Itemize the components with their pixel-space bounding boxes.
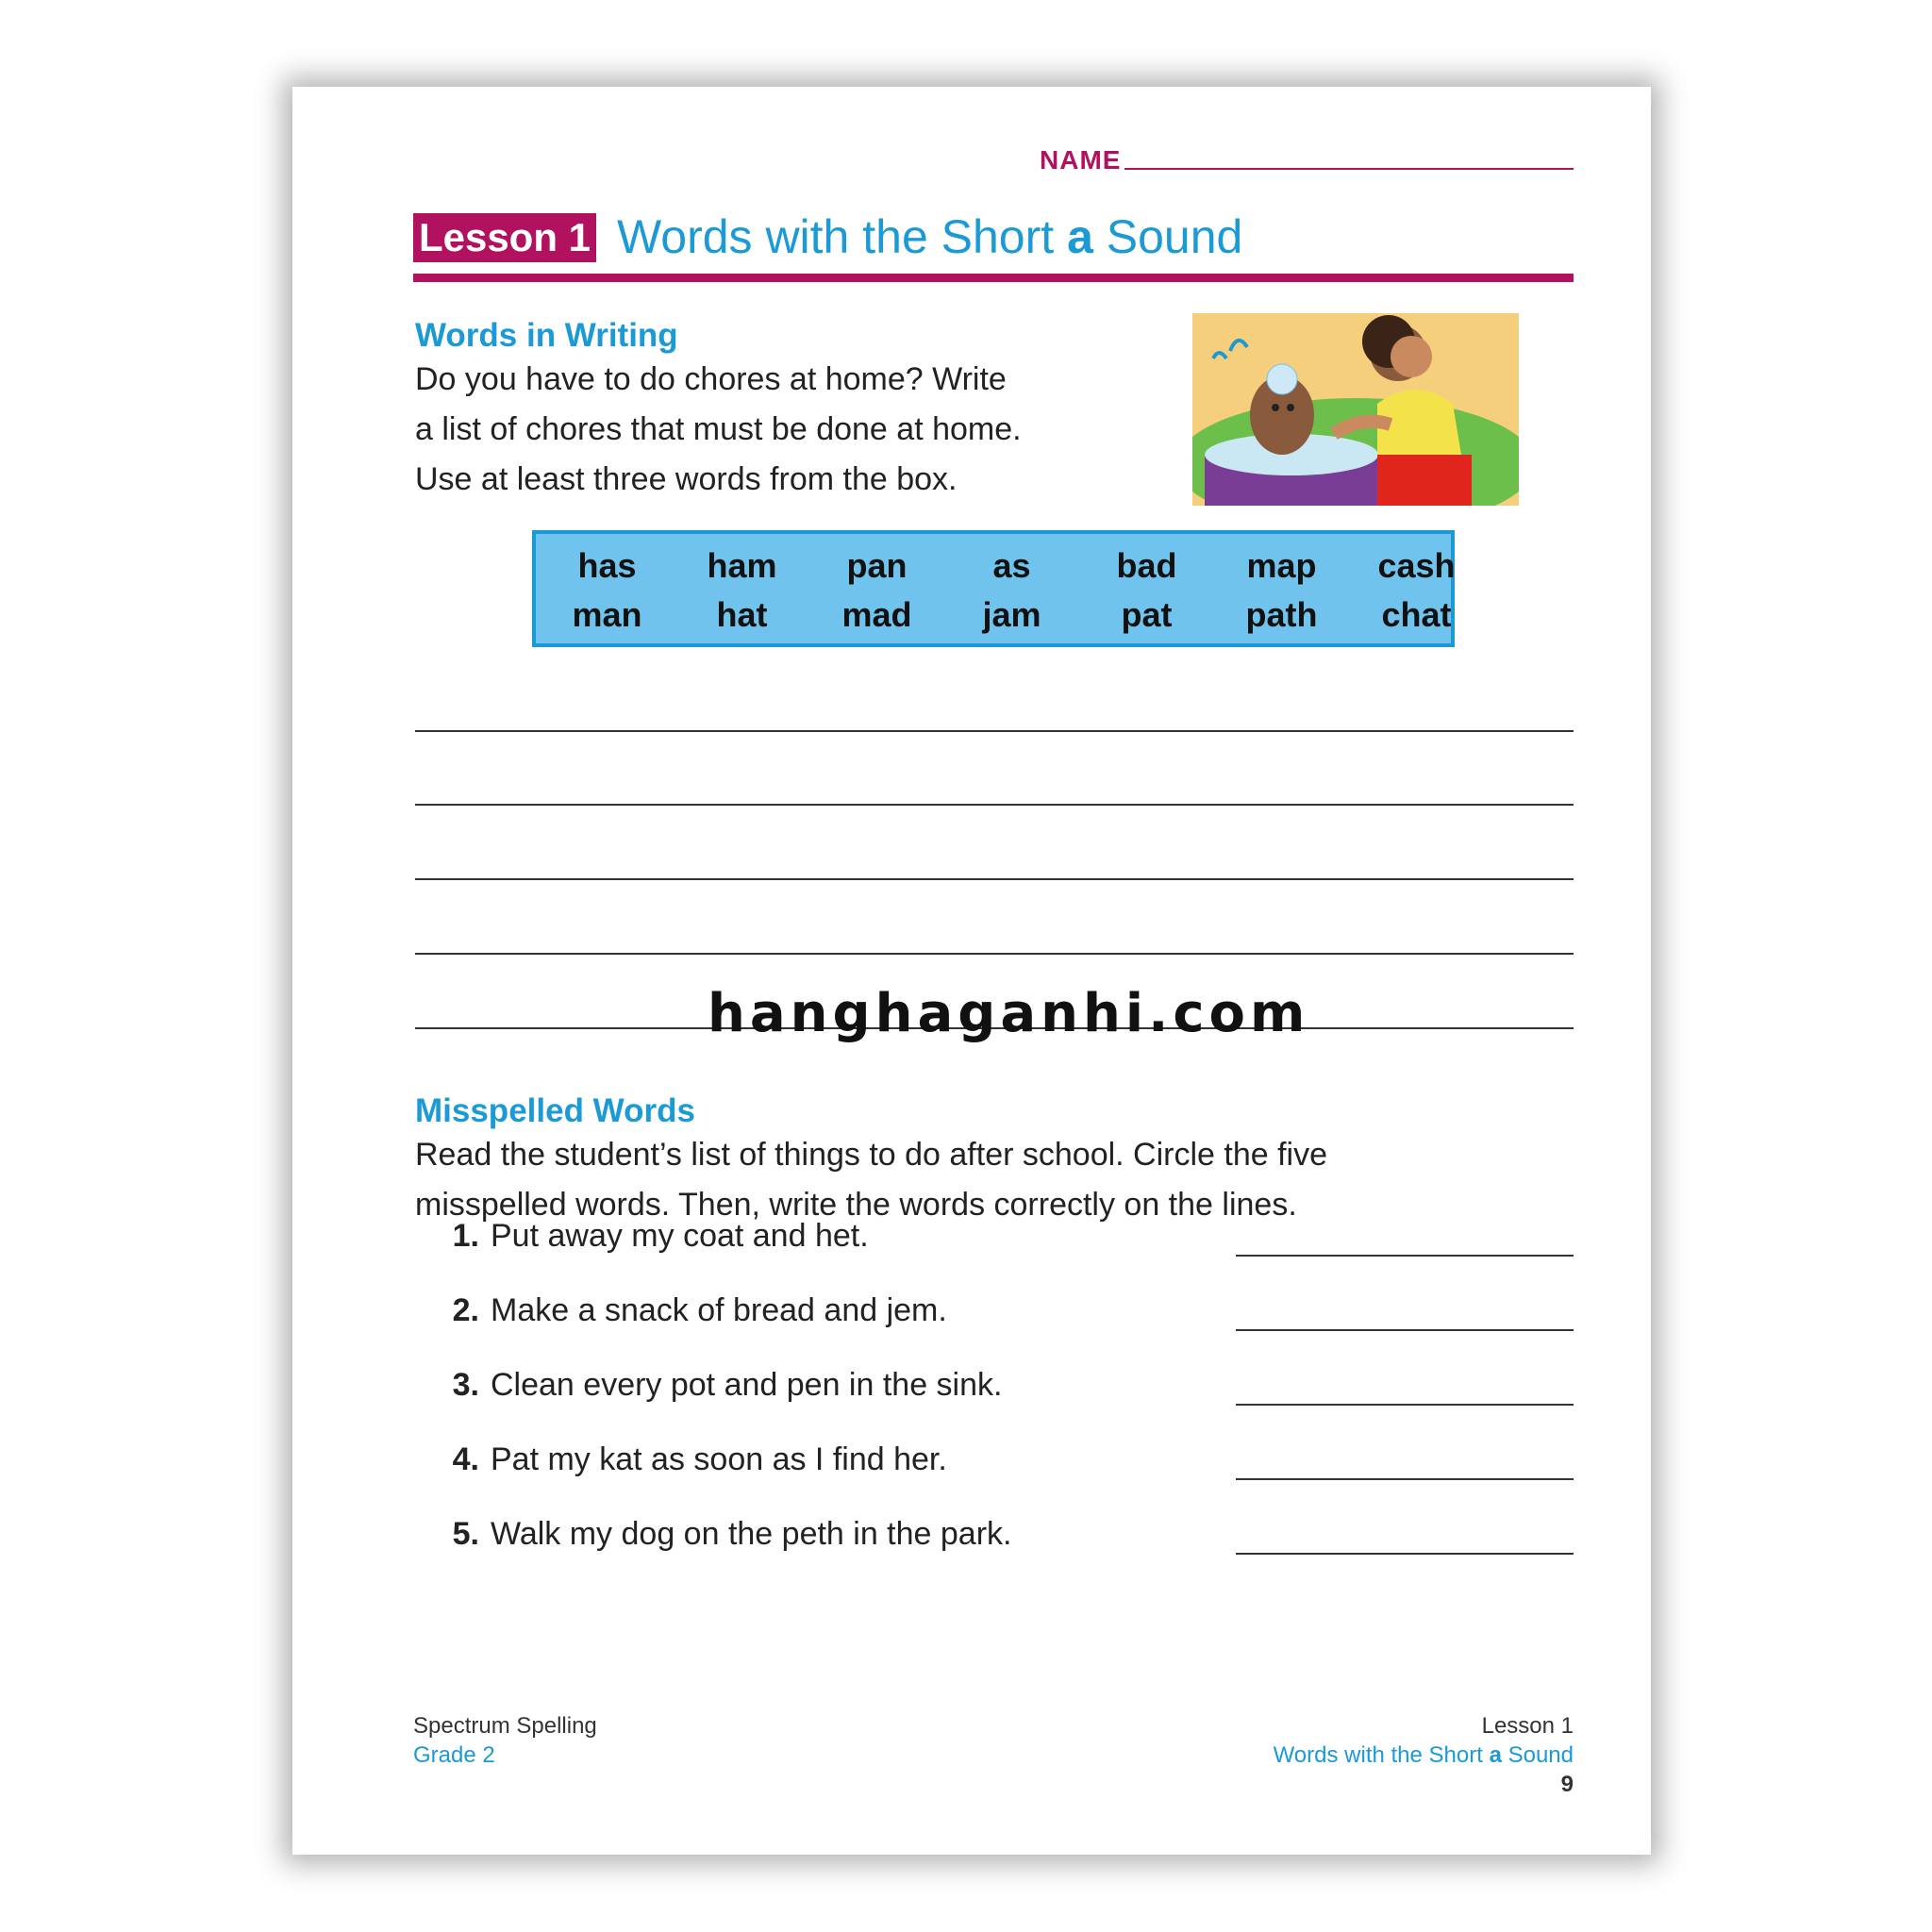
word-box: [532, 530, 1455, 647]
answer-line[interactable]: [1236, 1255, 1574, 1257]
sentence-item: [441, 1439, 947, 1480]
footer-title-letter: a: [1489, 1742, 1502, 1768]
word-box-word: pan: [846, 546, 908, 585]
item-number: 2.: [452, 1292, 479, 1328]
name-line: [1124, 168, 1574, 170]
writing-line[interactable]: [415, 804, 1574, 806]
word-box-word: path: [1245, 595, 1318, 634]
footer-right: [1274, 1711, 1574, 1799]
footer-lesson-title: [1274, 1740, 1574, 1770]
item-text: Pat my kat as soon as I find her.: [491, 1441, 947, 1477]
item-text: Put away my coat and het.: [491, 1218, 869, 1254]
word-box-word: man: [572, 595, 642, 634]
word-box-word: hat: [716, 595, 768, 634]
answer-line[interactable]: [1236, 1329, 1574, 1331]
lesson-title: [617, 209, 1242, 264]
footer-grade: Grade 2: [413, 1742, 495, 1768]
word-box-word: has: [577, 546, 637, 585]
sentence-item: [441, 1364, 1002, 1406]
word-box-word: jam: [982, 595, 1041, 634]
sentence-item: [441, 1513, 1011, 1555]
instruction-line: misspelled words. Then, write the words correctly on the lines.: [415, 1187, 1297, 1223]
item-number: 4.: [452, 1441, 479, 1477]
girl-washing-dog-illustration: [1192, 313, 1519, 506]
sentence-item: [441, 1215, 869, 1257]
lesson-title-post: Sound: [1092, 210, 1243, 263]
writing-line[interactable]: [415, 953, 1574, 955]
words-in-writing-heading: Words in Writing: [415, 317, 678, 354]
footer-lesson: Lesson 1: [1481, 1713, 1574, 1739]
word-box-word: cash: [1377, 546, 1456, 585]
item-text: Walk my dog on the peth in the park.: [491, 1516, 1012, 1552]
item-number: 1.: [452, 1218, 479, 1254]
word-box-word: chat: [1381, 595, 1452, 634]
answer-line[interactable]: [1236, 1404, 1574, 1406]
word-box-word: map: [1246, 546, 1317, 585]
word-box-word: ham: [707, 546, 777, 585]
item-number: 3.: [452, 1367, 479, 1403]
title-rule: [413, 274, 1574, 282]
page-number: 9: [1560, 1772, 1574, 1797]
writing-line[interactable]: [415, 878, 1574, 880]
footer-left: [413, 1711, 597, 1770]
words-in-writing-instructions: [415, 355, 1022, 505]
item-number: 5.: [452, 1516, 479, 1552]
item-text: Make a snack of bread and jem.: [491, 1292, 947, 1328]
word-box-word: as: [992, 546, 1031, 585]
lesson-title-letter: a: [1067, 210, 1093, 263]
item-text: Clean every pot and pen in the sink.: [491, 1367, 1003, 1403]
footer-title-pre: Words with the Short: [1273, 1742, 1490, 1768]
instruction-line: Read the student’s list of things to do after school. Circle the five: [415, 1137, 1328, 1173]
word-box-word: pat: [1121, 595, 1173, 634]
answer-line[interactable]: [1236, 1478, 1574, 1480]
instruction-line: Use at least three words from the box.: [415, 461, 958, 497]
word-box-word: mad: [841, 595, 912, 634]
word-box-grid: [536, 541, 1455, 640]
footer-title-post: Sound: [1501, 1742, 1574, 1768]
writing-line[interactable]: [415, 730, 1574, 732]
misspelled-words-heading: Misspelled Words: [415, 1092, 695, 1129]
footer-series: Spectrum Spelling: [413, 1713, 597, 1739]
lesson-title-pre: Words with the Short: [617, 210, 1068, 263]
watermark-text: hanghaganhi.com: [708, 983, 1310, 1044]
answer-line[interactable]: [1236, 1553, 1574, 1555]
name-label: NAME: [1040, 145, 1122, 175]
word-box-word: bad: [1116, 546, 1177, 585]
sentence-item: [441, 1290, 947, 1331]
instruction-line: a list of chores that must be done at home.: [415, 411, 1022, 447]
lesson-badge: Lesson 1: [413, 213, 596, 262]
instruction-line: Do you have to do chores at home? Write: [415, 361, 1007, 397]
worksheet-page: [292, 87, 1651, 1855]
